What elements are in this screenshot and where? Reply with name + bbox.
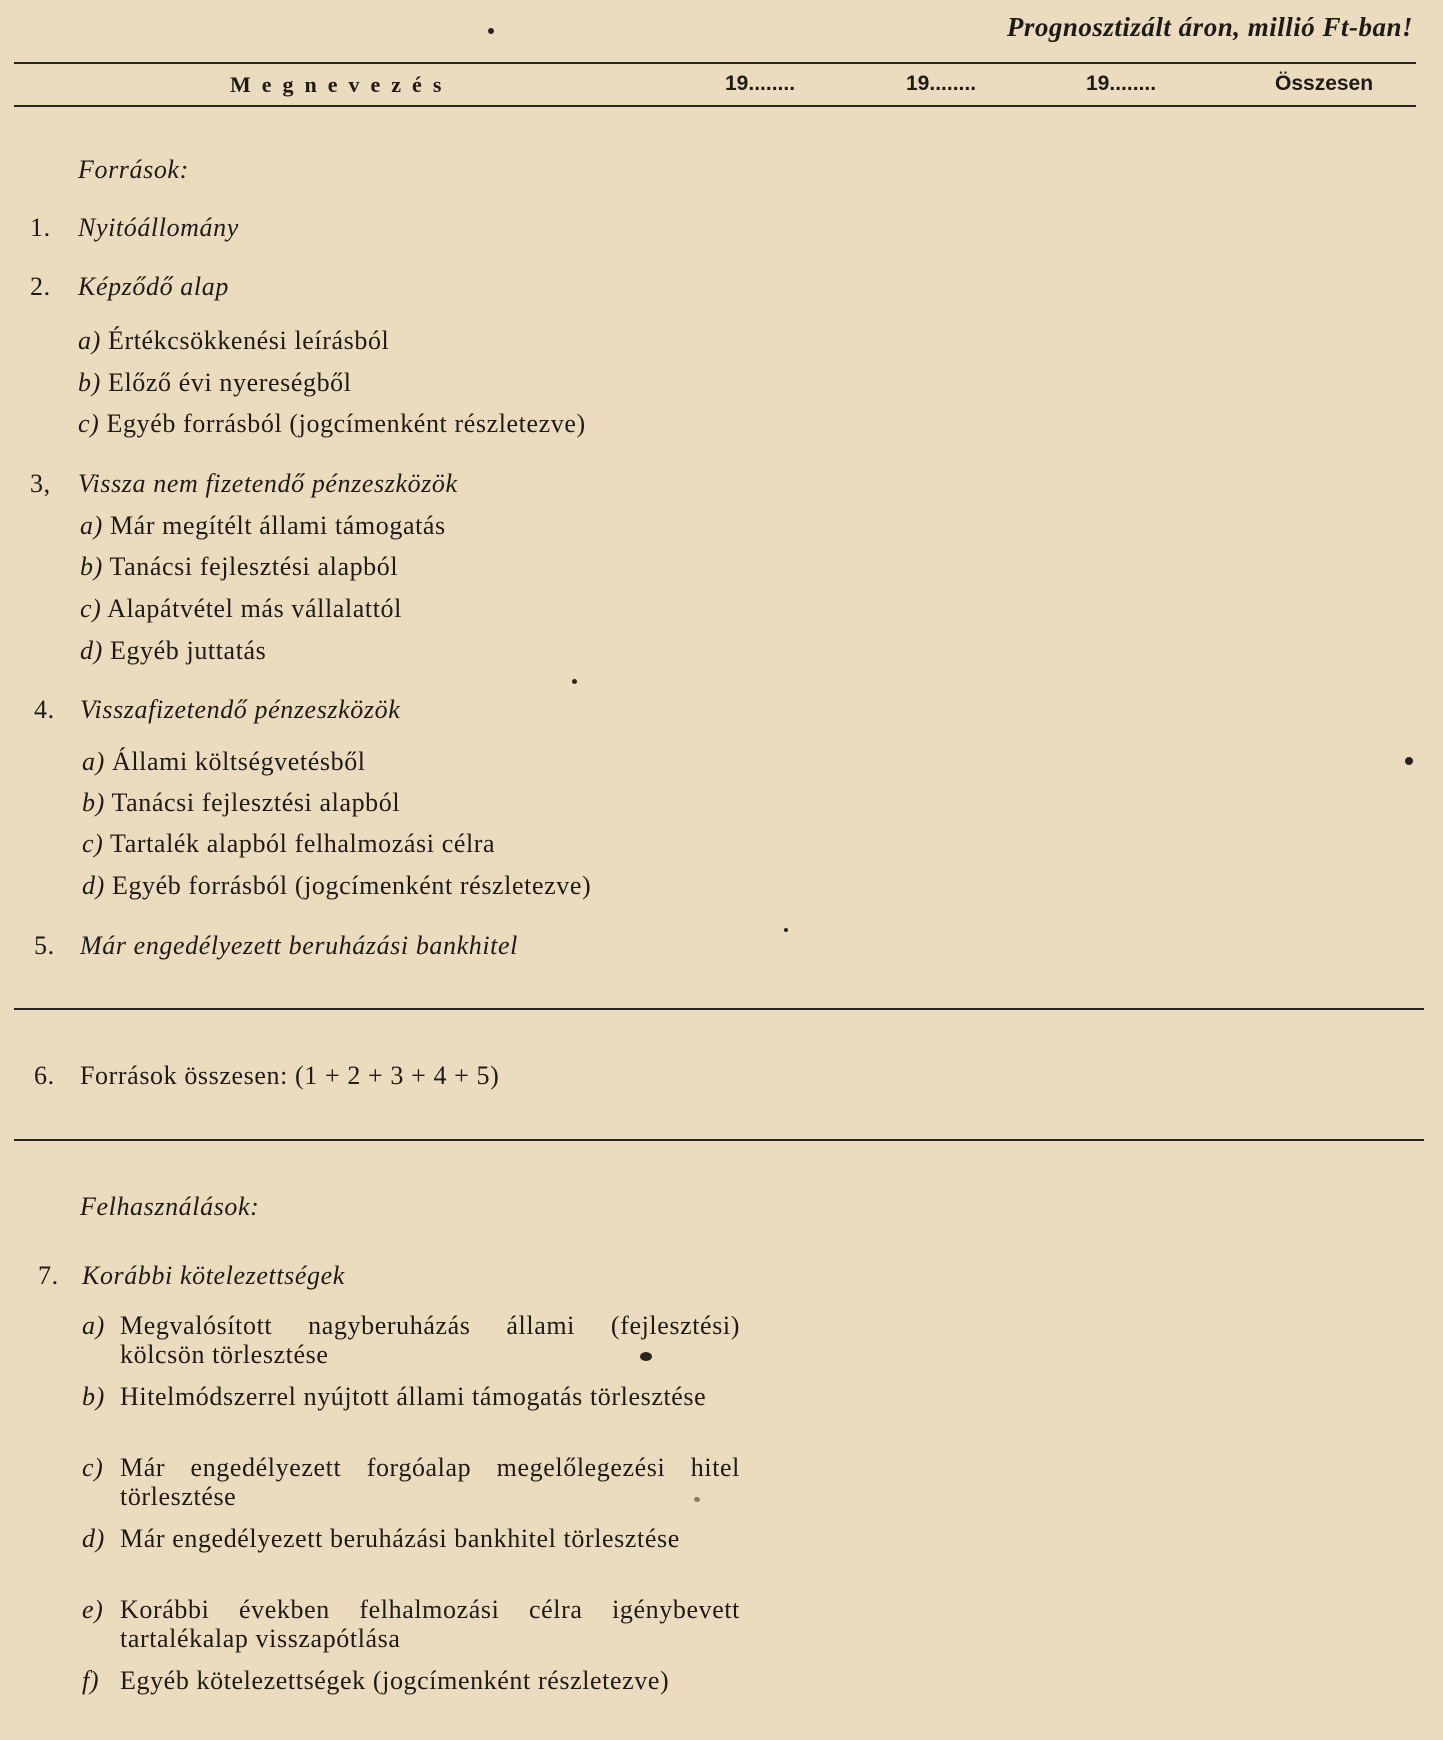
sub-item-letter: a) [82,1311,105,1340]
sub-item-3a [80,511,720,541]
sub-item-text: Egyéb forrásból (jogcímenként részletezve) [106,409,586,438]
paper-speck [784,928,788,932]
sub-item-letter: c) [78,409,100,438]
sub-item-letter: c) [82,829,104,858]
sub-item-4d [82,871,722,901]
sub-item-text: Alapátvétel más vállalattól [107,594,402,623]
sources-total-label: Források összesen: (1 + 2 + 3 + 4 + 5) [80,1061,500,1090]
header-top-rule [14,62,1416,64]
item-label: Már engedélyezett beruházási bankhitel [80,931,518,960]
item-label: Visszafizetendő pénzeszközök [80,695,401,724]
item-number: 3, [30,469,51,498]
sub-item-letter: b) [82,788,105,817]
column-header-year-1: 19........ [725,72,796,95]
paper-speck [572,679,577,684]
sub-item-4c [82,829,722,859]
item-label: Korábbi kötelezettségek [82,1261,345,1290]
sources-divider-bottom [14,1139,1424,1141]
sub-item-2b [78,368,718,398]
paper-speck [488,28,494,34]
sources-divider-top [14,1008,1424,1010]
sub-item-letter: a) [82,747,105,776]
column-header-year-2: 19........ [906,72,977,95]
sub-item-3d [80,636,720,666]
sub-item-letter: e) [82,1595,104,1624]
sub-item-letter: b) [82,1382,105,1411]
section-title-sources: Források: [78,155,189,184]
item-label: Vissza nem fizetendő pénzeszközök [78,469,458,498]
sub-item-letter: a) [78,326,101,355]
sub-item-letter: b) [78,368,101,397]
sub-item-text: Értékcsökkenési leírásból [107,326,390,355]
sub-item-text: Tanácsi fejlesztési alapból [109,552,399,581]
item-number: 5. [34,931,55,960]
sub-item-text: Egyéb juttatás [109,636,267,665]
item-number: 6. [34,1061,55,1090]
sub-item-text: Hitelmódszerrel nyújtott állami támogatás törlesztése [120,1382,707,1411]
paper-speck [1405,757,1413,765]
price-note: Prognosztizált áron, millió Ft-ban! [1006,12,1413,42]
paper-speck [694,1497,700,1502]
sub-item-text: Már engedélyezett forgóalap megelőlegezési hitel törlesztése [120,1453,740,1511]
sub-item-text: Tanácsi fejlesztési alapból [111,788,401,817]
sub-item-letter: c) [80,594,102,623]
sub-item-letter: b) [80,552,103,581]
sub-item-letter: a) [80,511,103,540]
sub-item-text: Egyéb forrásból (jogcímenként részletezve) [111,871,592,900]
sub-item-text: Tartalék alapból felhalmozási célra [110,829,496,858]
sub-item-3c [80,594,720,624]
sub-item-text: Előző évi nyereségből [107,368,352,397]
column-header-year-3: 19........ [1086,72,1157,95]
header-bottom-rule [14,105,1416,107]
sub-item-letter: d) [82,871,105,900]
sub-item-text: Korábbi években felhalmozási célra igénybevett tartalékalap visszapótlása [120,1595,740,1653]
table-header [0,72,1443,102]
sub-item-letter: f) [82,1666,100,1695]
sub-item-text: Állami költségvetésből [111,747,366,776]
sub-item-text: Már megítélt állami támogatás [109,511,446,540]
paper-speck [640,1352,652,1361]
item-number: 2. [30,272,51,301]
sub-item-3b [80,552,720,582]
item-label: Képződő alap [78,272,229,301]
sub-item-4a [82,747,722,777]
section-title-uses: Felhasználások: [80,1192,260,1221]
sub-item-4b [82,788,722,818]
sub-item-text: Már engedélyezett beruházási bankhitel törlesztése [120,1524,680,1553]
sub-item-letter: d) [82,1524,105,1553]
item-label: Nyitóállomány [78,213,239,242]
sub-item-text: Egyéb kötelezettségek (jogcímenként részletezve) [120,1666,670,1695]
sub-item-text: Megvalósított nagyberuházás állami (fejlesztési) kölcsön törlesztése [120,1311,740,1369]
item-number: 1. [30,213,51,242]
item-number: 7. [38,1261,59,1290]
sub-item-letter: d) [80,636,103,665]
item-number: 4. [34,695,55,724]
sub-item-2a [78,326,718,356]
column-header-total: Összesen [1275,72,1374,95]
sub-item-letter: c) [82,1453,104,1482]
sub-item-2c [78,409,718,439]
column-header-name: Megnevezés [230,72,453,97]
